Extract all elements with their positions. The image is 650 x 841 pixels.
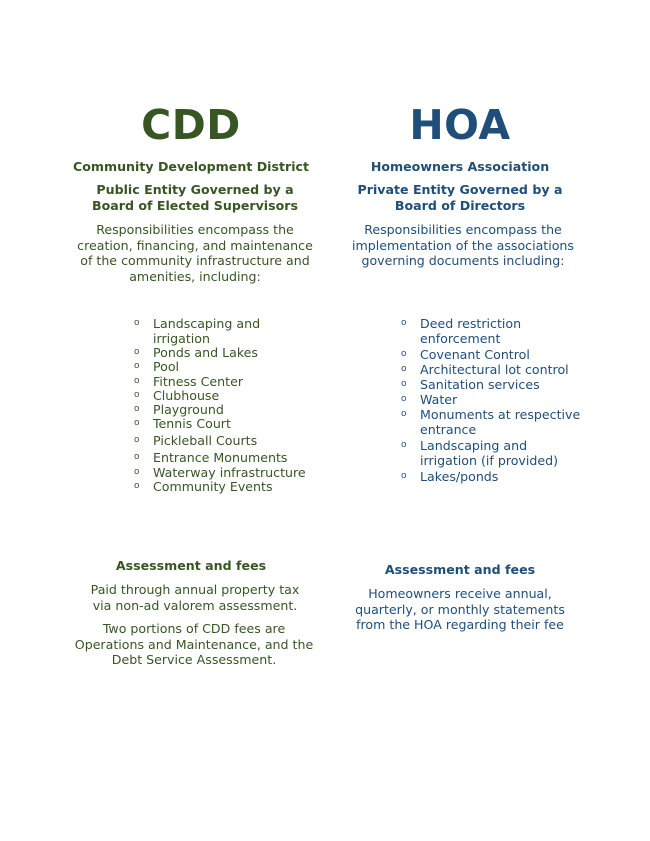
bullet-icon: o	[401, 409, 407, 419]
list-item: o Monuments at respective entrance	[401, 407, 581, 437]
hoa-entity: Private Entity Governed by a Board of Directors	[357, 182, 563, 213]
bullet-icon: o	[401, 393, 407, 404]
list-item: o Playground	[134, 402, 224, 417]
list-item: o Architectural lot control	[401, 361, 569, 377]
cdd-responsibilities: Responsibilities encompass the creation, financing, and maintenance of the community infrastructure and amenities, including:	[77, 222, 313, 284]
bullet-icon: o	[134, 361, 140, 371]
cdd-subtitle: Community Development District	[72, 159, 310, 174]
cdd-fees-text-1: Paid through annual property tax via non-ad valorem assessment.	[90, 582, 300, 613]
bullet-icon: o	[401, 470, 407, 481]
cdd-fees-heading: Assessment and fees	[115, 558, 267, 573]
hoa-responsibilities: Responsibilities encompass the implementation of the associations governing documents including:	[352, 222, 574, 269]
list-item: o Fitness Center	[134, 373, 244, 389]
list-item: o Deed restriction enforcement	[401, 316, 522, 346]
bullet-icon: o	[401, 378, 407, 389]
cdd-responsibility-list	[134, 316, 313, 494]
list-item: o Water	[401, 391, 458, 407]
hoa-subtitle: Homeowners Association	[370, 159, 550, 174]
cdd-title: CDD	[141, 101, 241, 149]
list-item: o Entrance Monuments	[134, 450, 288, 465]
hoa-column	[340, 0, 580, 841]
list-item: o Landscaping and irrigation (if provided)	[401, 438, 559, 468]
bullet-icon: o	[134, 452, 140, 462]
bullet-icon: o	[134, 318, 140, 328]
bullet-icon: o	[134, 389, 140, 400]
bullet-icon: o	[401, 318, 407, 328]
list-item: o Lakes/ponds	[401, 468, 499, 484]
list-item: o Pickleball Courts	[134, 433, 258, 448]
hoa-responsibility-list	[401, 316, 588, 484]
list-item: o Community Events	[134, 479, 273, 494]
hoa-fees-text: Homeowners receive annual, quarterly, or monthly statements from the HOA regarding their fee	[355, 586, 565, 633]
hoa-title: HOA	[409, 101, 511, 149]
bullet-icon: o	[134, 481, 140, 491]
cdd-fees-text-2: Two portions of CDD fees are Operations and Maintenance, and the Debt Service Assessment.	[74, 621, 314, 668]
bullet-icon: o	[134, 418, 140, 428]
list-item: o Tennis Court	[134, 416, 231, 431]
bullet-icon: o	[134, 347, 140, 357]
list-item: o Pool	[134, 359, 180, 374]
list-item: o Clubhouse	[134, 387, 220, 403]
hoa-fees-heading: Assessment and fees	[384, 562, 536, 577]
list-item: o Ponds and Lakes	[134, 345, 258, 360]
list-item: o Sanitation services	[401, 376, 540, 392]
bullet-icon: o	[401, 348, 407, 359]
cdd-entity: Public Entity Governed by a Board of Elected Supervisors	[92, 182, 298, 213]
bullet-icon: o	[401, 440, 407, 450]
cdd-column	[72, 0, 314, 841]
list-item: o Landscaping and irrigation	[134, 316, 261, 346]
bullet-icon: o	[401, 363, 407, 374]
bullet-icon: o	[134, 404, 140, 414]
bullet-icon: o	[134, 435, 140, 445]
bullet-icon: o	[134, 466, 140, 477]
list-item: o Covenant Control	[401, 346, 530, 362]
list-item: o Waterway infrastructure	[134, 464, 306, 480]
bullet-icon: o	[134, 375, 140, 386]
